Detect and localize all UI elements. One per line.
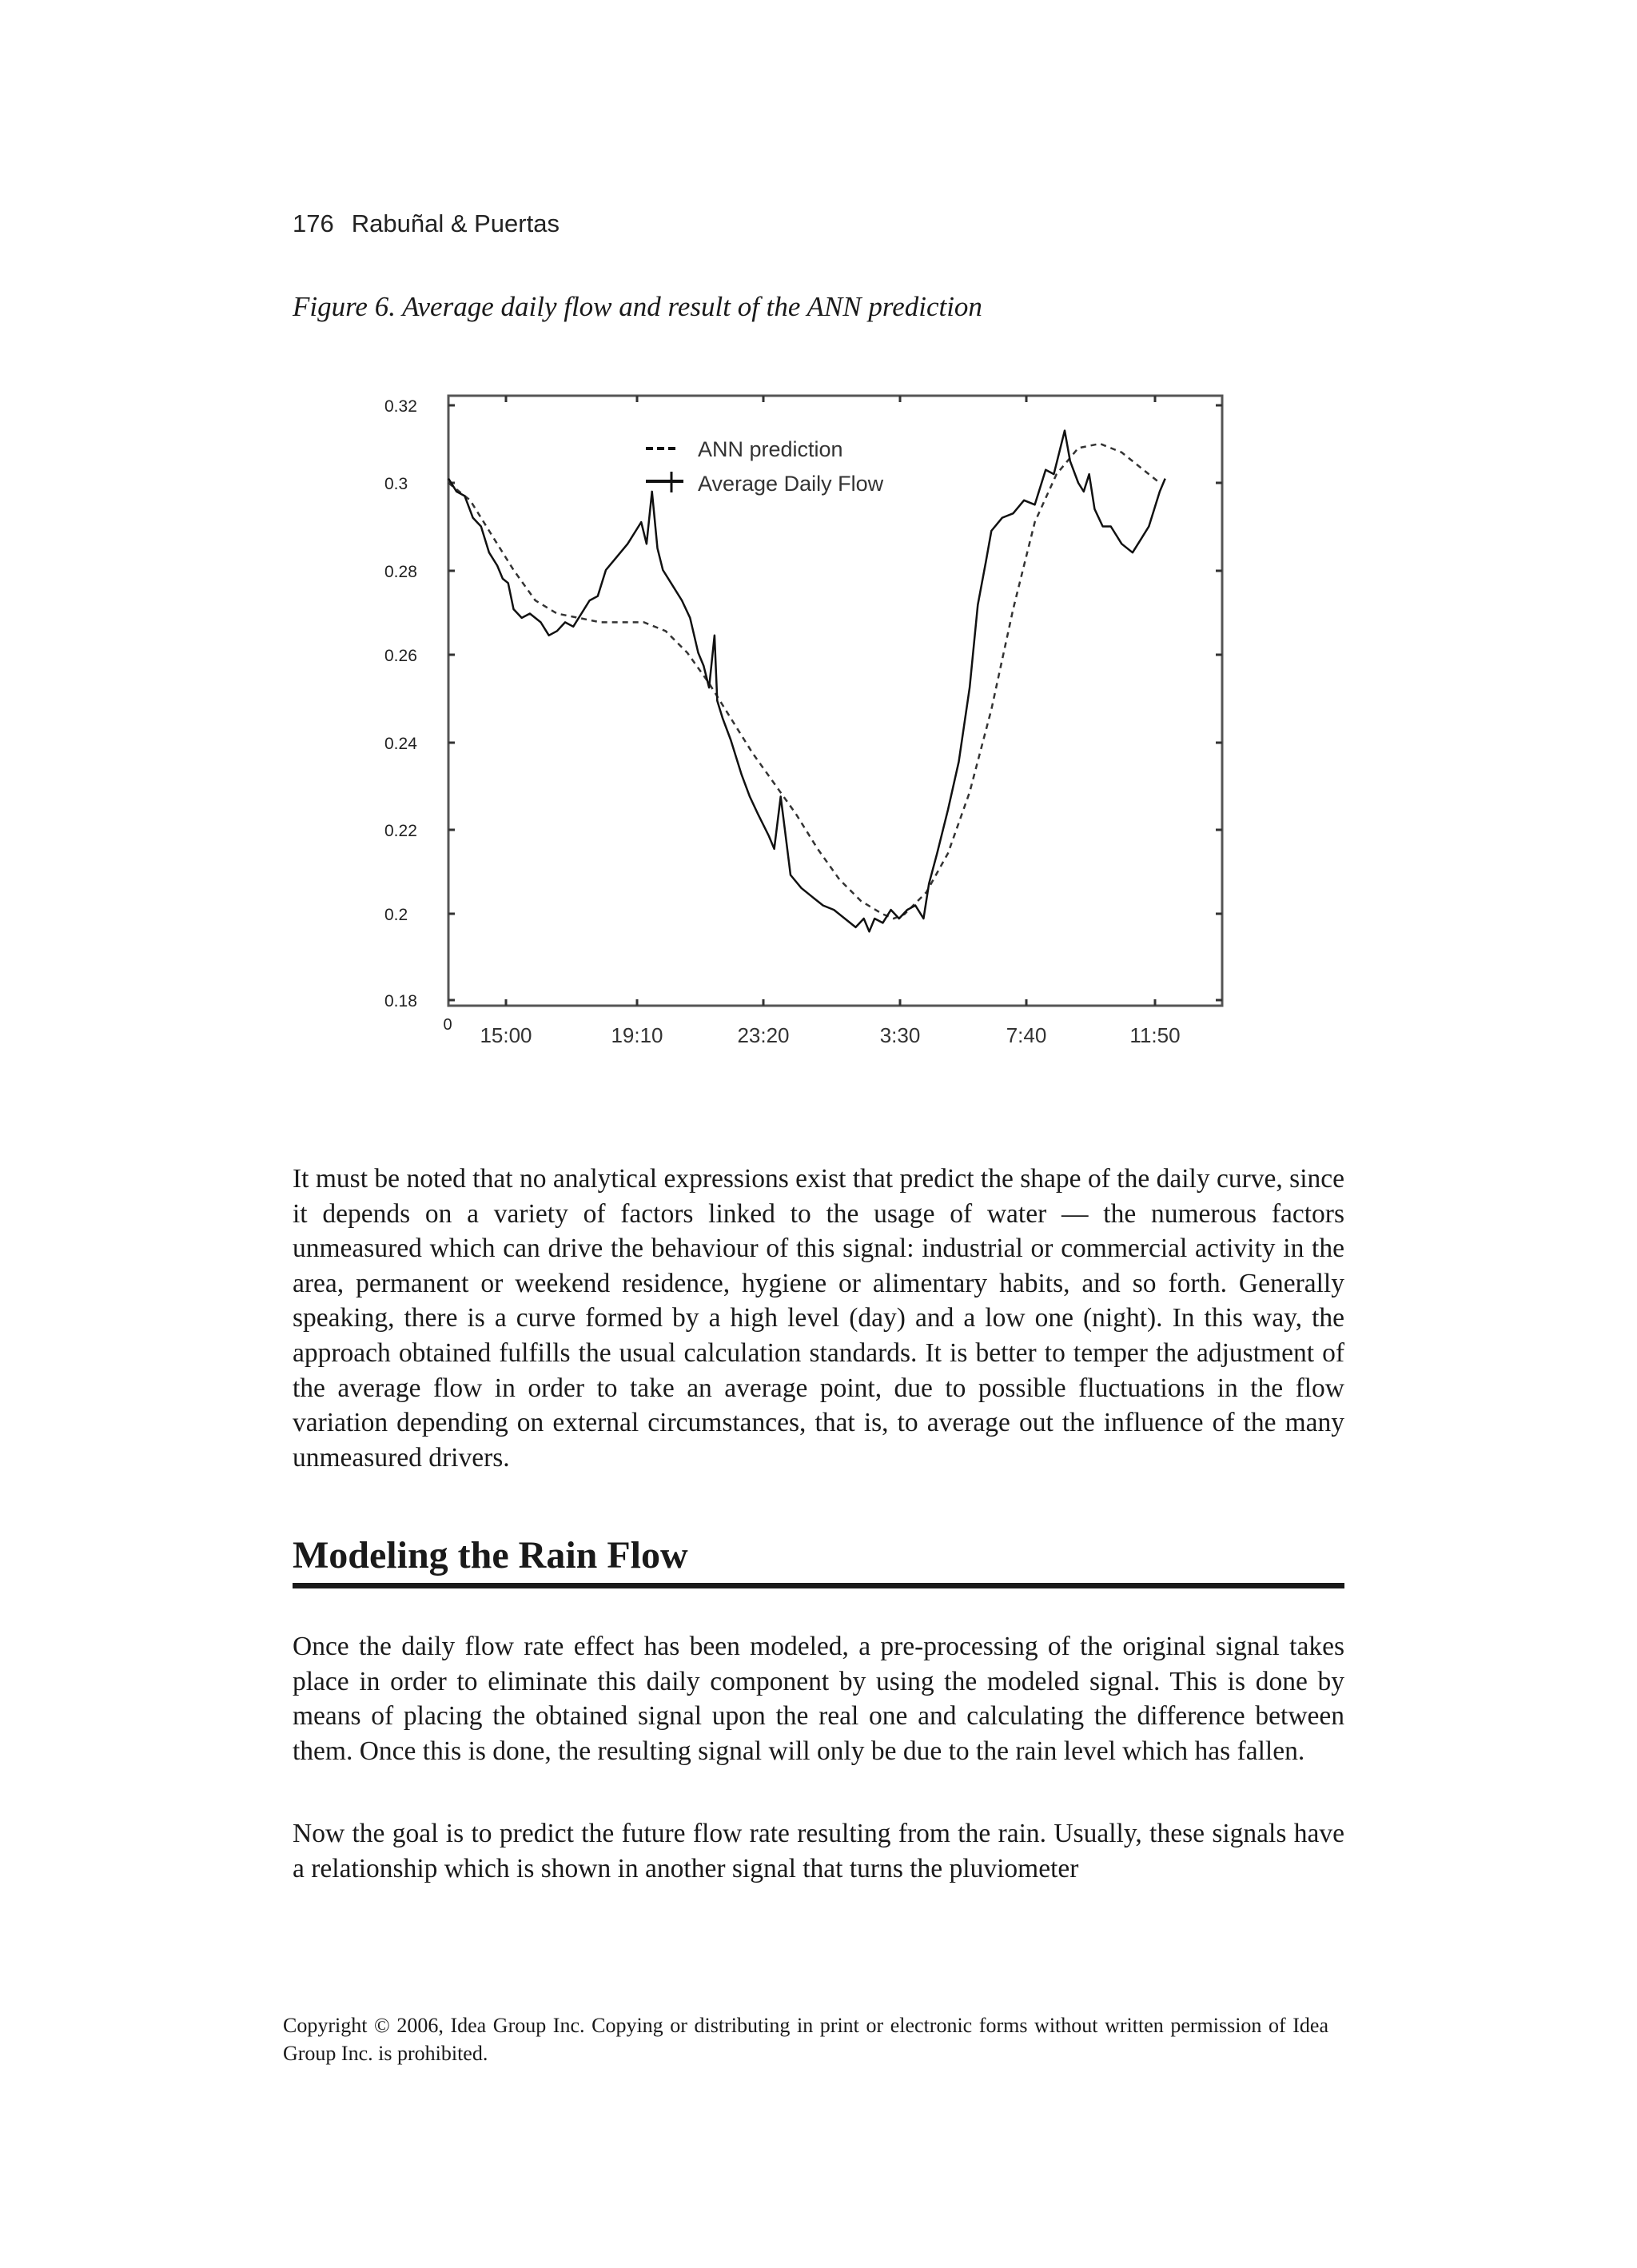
body-paragraph-3: Now the goal is to predict the future flow rate resulting from the rain. Usually, these signals have a relationship which is shown in another signal that turns the pluviometer bbox=[293, 1819, 1344, 1883]
y-tick-label: 0.28 bbox=[384, 563, 417, 581]
body-paragraph-1: It must be noted that no analytical expressions exist that predict the shape of the daily curve, since it depends on a variety of factors linked to the usage of water — the numerous factors unmeasured which can drive the behaviour of this signal: industrial or commercial activity in the area, permanent or weekend residence, hygiene or alimentary habits, and so forth. Generally speaking, there is a curve formed by a high level (day) and a low one (night). In this way, the approach obtained fulfills the usual calculation standards. It is better to temper the adjustment of the average flow in order to take an average point, due to possible fluctuations in the flow variation depending on external circumstances, that is, to average out the influence of the many unmeasured drivers. bbox=[293, 1164, 1344, 1473]
x-tick-label: 19:10 bbox=[611, 1023, 663, 1047]
series-line-ann-prediction bbox=[448, 444, 1160, 919]
legend-label-ann-prediction: ANN prediction bbox=[698, 437, 843, 461]
figure-caption: Figure 6. Average daily flow and result of the ANN prediction bbox=[293, 291, 982, 322]
x-tick-label: 11:50 bbox=[1129, 1023, 1181, 1047]
y-tick-label: 0.18 bbox=[384, 992, 417, 1010]
body-paragraph-2: Once the daily flow rate effect has been modeled, a pre-processing of the original signal takes place in order to eliminate this daily component by using the modeled signal. This is done by means of placing the obtained signal upon the real one and calculating the difference between them. Once this is done, the resulting signal will only be due to the rain level which has fallen. bbox=[293, 1632, 1344, 1766]
section-heading: Modeling the Rain Flow bbox=[293, 1534, 688, 1576]
x-tick-label: 3:30 bbox=[879, 1023, 921, 1047]
x-tick-label: 23:20 bbox=[737, 1023, 790, 1047]
y-tick-label: 0.32 bbox=[384, 397, 417, 416]
copyright-notice: Copyright © 2006, Idea Group Inc. Copying or distributing in print or electronic forms without written permission of Idea Group Inc. is prohibited. bbox=[283, 2014, 1328, 2065]
section-rule bbox=[293, 1583, 1344, 1588]
page-number: 176 bbox=[293, 209, 334, 237]
y-tick-label: 0.3 bbox=[384, 475, 408, 493]
running-head-authors: Rabuñal & Puertas bbox=[351, 209, 560, 237]
x-tick-label: 15:00 bbox=[480, 1023, 532, 1047]
legend-label-average-daily-flow: Average Daily Flow bbox=[698, 472, 884, 496]
y-tick-label: 0.24 bbox=[384, 735, 417, 753]
origin-label: 0 bbox=[443, 1016, 452, 1034]
y-tick-label: 0.22 bbox=[384, 822, 417, 840]
figure-chart bbox=[0, 0, 1637, 1087]
y-tick-label: 0.2 bbox=[384, 906, 408, 924]
x-tick-label: 7:40 bbox=[1006, 1023, 1047, 1047]
y-tick-label: 0.26 bbox=[384, 647, 417, 665]
series-line-average-daily-flow bbox=[448, 431, 1165, 932]
